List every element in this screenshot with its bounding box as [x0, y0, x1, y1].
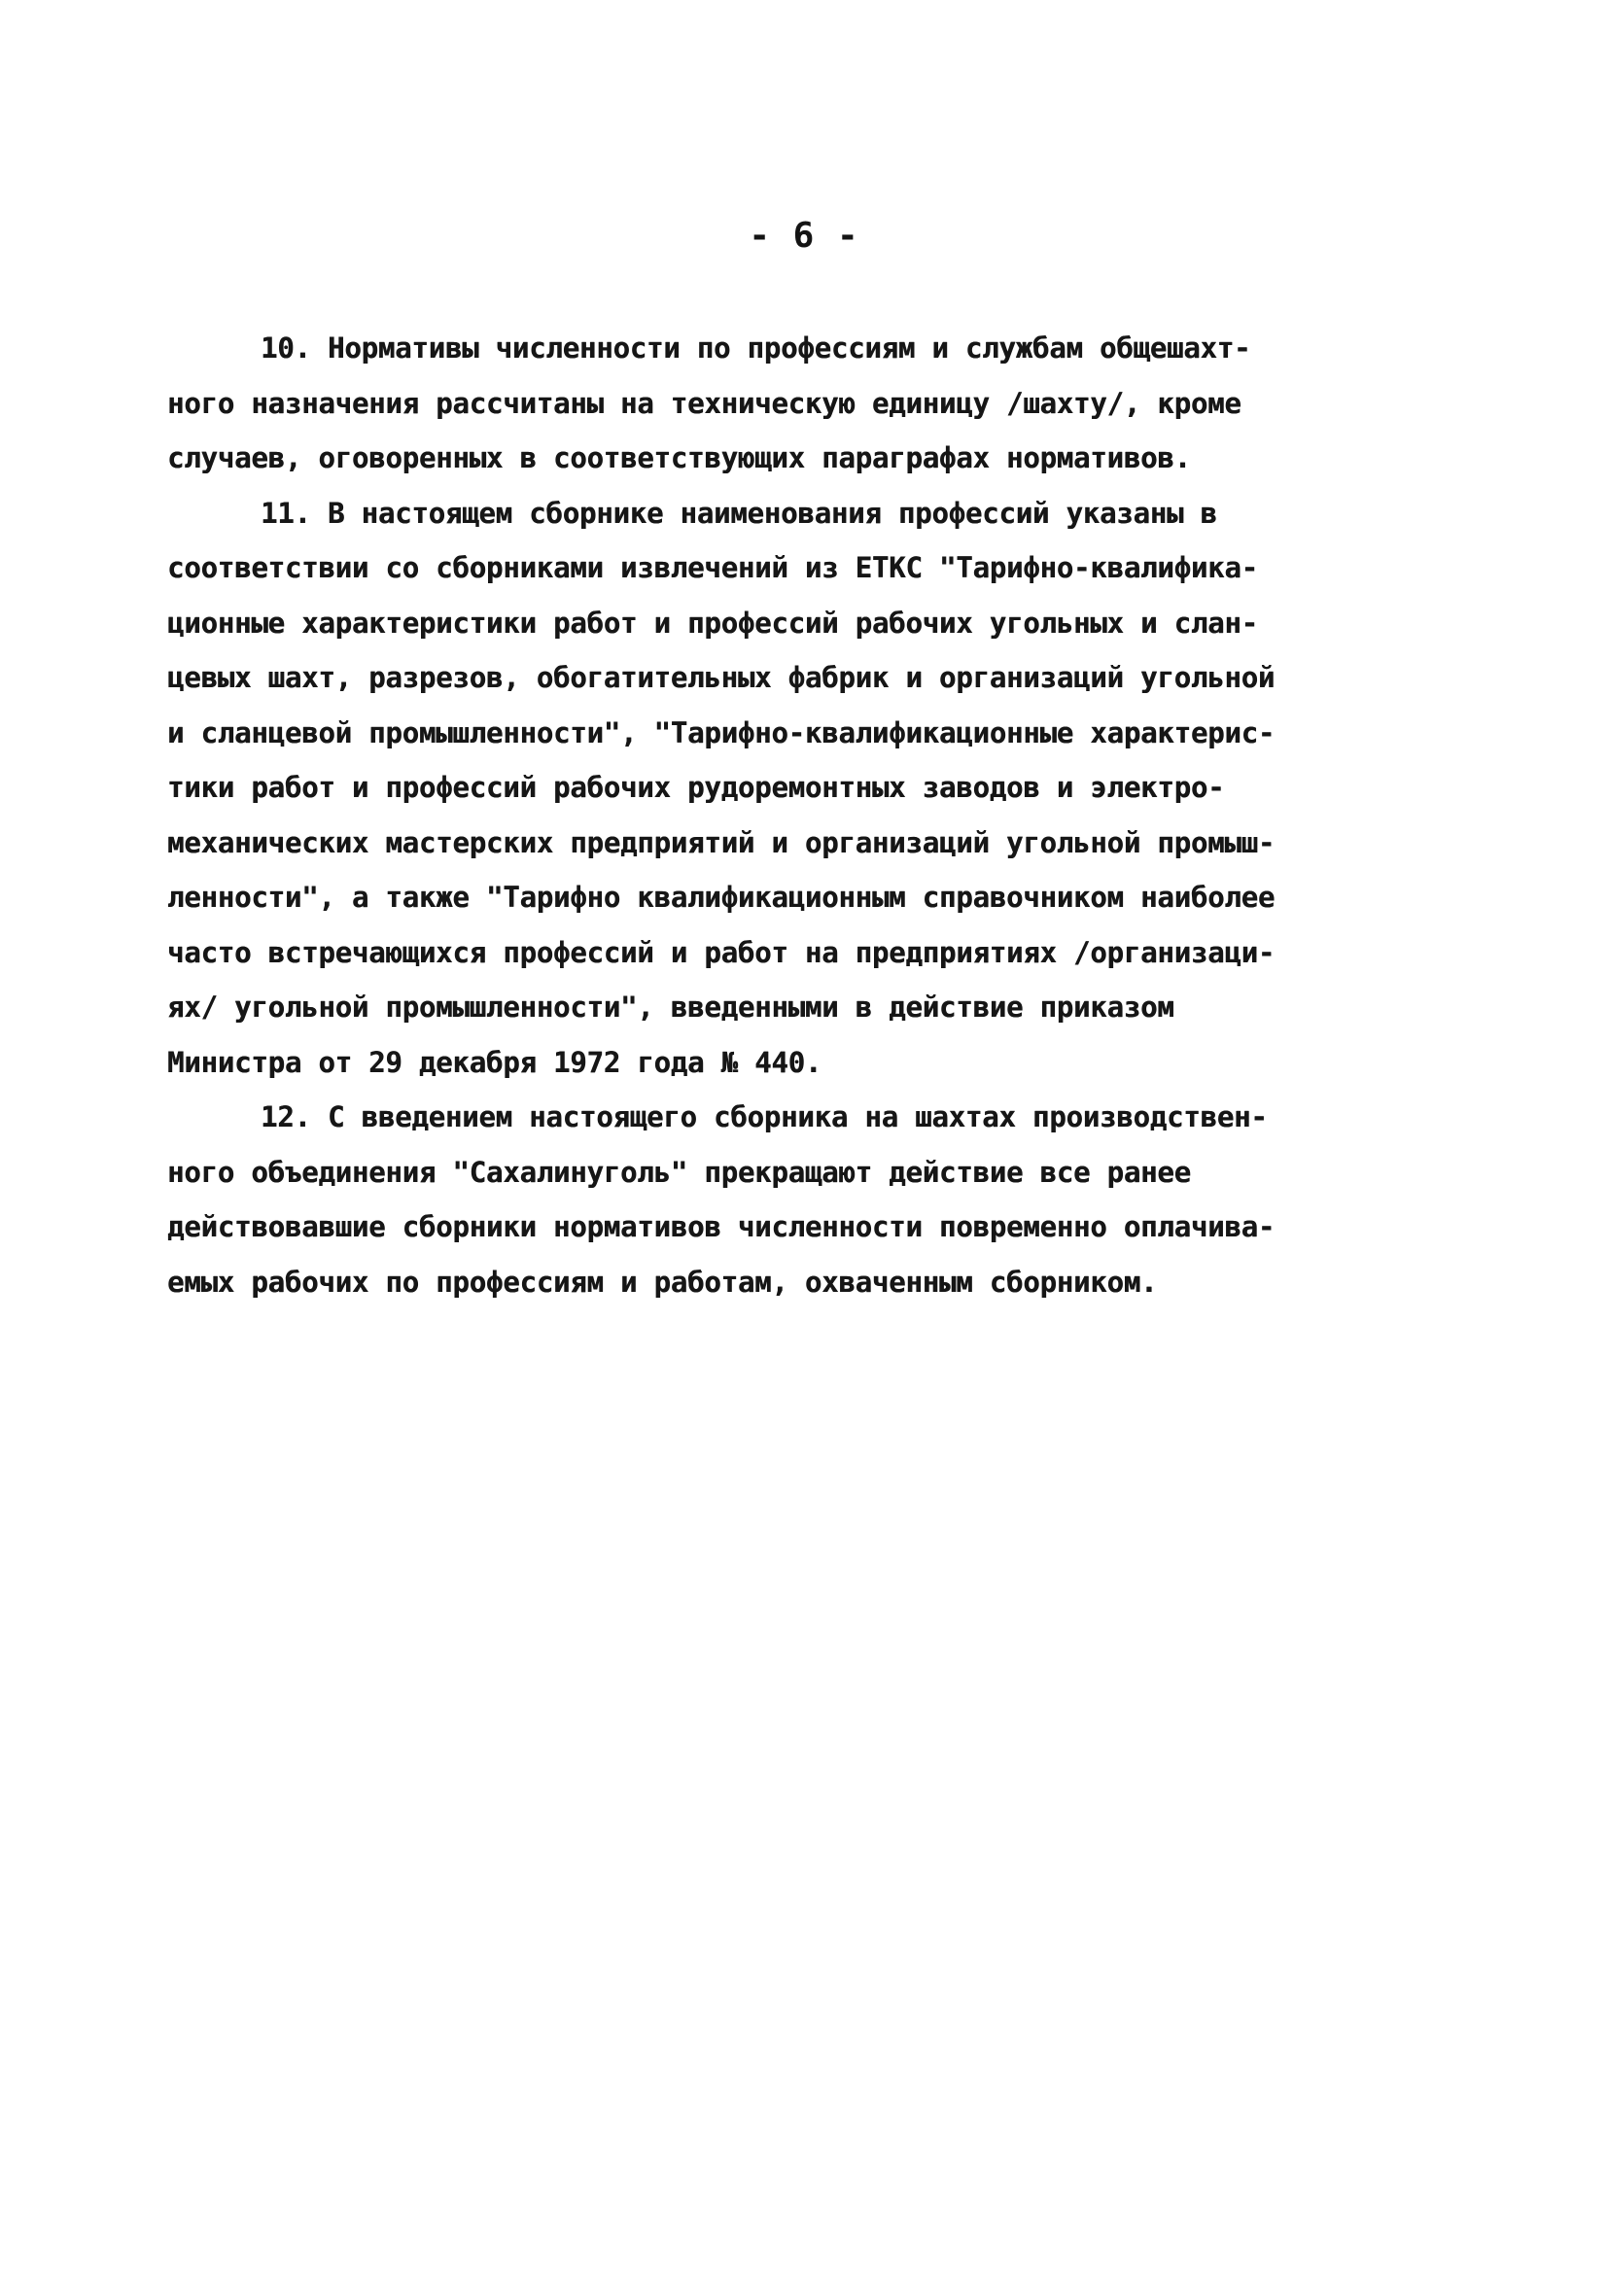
document-body: [167, 321, 1451, 1309]
text-line: и сланцевой промышленности", "Тарифно-квалификационные характерис-: [167, 715, 1276, 749]
text-line: 12. С введением настоящего сборника на шахтах производствен-: [261, 1100, 1268, 1133]
text-line: случаев, оговоренных в соответствующих параграфах нормативов.: [167, 441, 1191, 474]
text-line: ях/ угольной промышленности", введенными в действие приказом: [167, 991, 1174, 1024]
text-line: ного назначения рассчитаны на техническую единицу /шахту/, кроме: [167, 386, 1241, 420]
text-line: соответствии со сборниками извлечений из ЕТКС "Тарифно-квалифика-: [167, 551, 1258, 584]
text-line: тики работ и профессий рабочих рудоремонтных заводов и электро-: [167, 771, 1225, 804]
page-number: - 6 -: [749, 216, 859, 256]
text-line: ционные характеристики работ и профессий рабочих угольных и слан-: [167, 606, 1258, 640]
text-line: часто встречающихся профессий и работ на предприятиях /организаци-: [167, 935, 1276, 969]
paragraph-10: [167, 321, 1451, 486]
text-line: ного объединения "Сахалинуголь" прекращают действие все ранее: [167, 1155, 1191, 1189]
text-line: механических мастерских предприятий и организаций угольной промыш-: [167, 825, 1276, 859]
paragraph-12: [167, 1090, 1451, 1309]
text-line: 10. Нормативы численности по профессиям и службам общешахт-: [261, 331, 1251, 365]
text-line: 11. В настоящем сборнике наименования профессий указаны в: [261, 496, 1217, 530]
text-line: ленности", а также "Тарифно квалификационным справочником наиболее: [167, 881, 1276, 914]
text-line: Министра от 29 декабря 1972 года № 440.: [167, 1045, 822, 1079]
text-line: действовавшие сборники нормативов численности повременно оплачива-: [167, 1210, 1276, 1243]
text-line: цевых шахт, разрезов, обогатительных фабрик и организаций угольной: [167, 661, 1276, 694]
paragraph-11: [167, 486, 1451, 1091]
text-line: емых рабочих по профессиям и работам, охваченным сборником.: [167, 1265, 1158, 1299]
